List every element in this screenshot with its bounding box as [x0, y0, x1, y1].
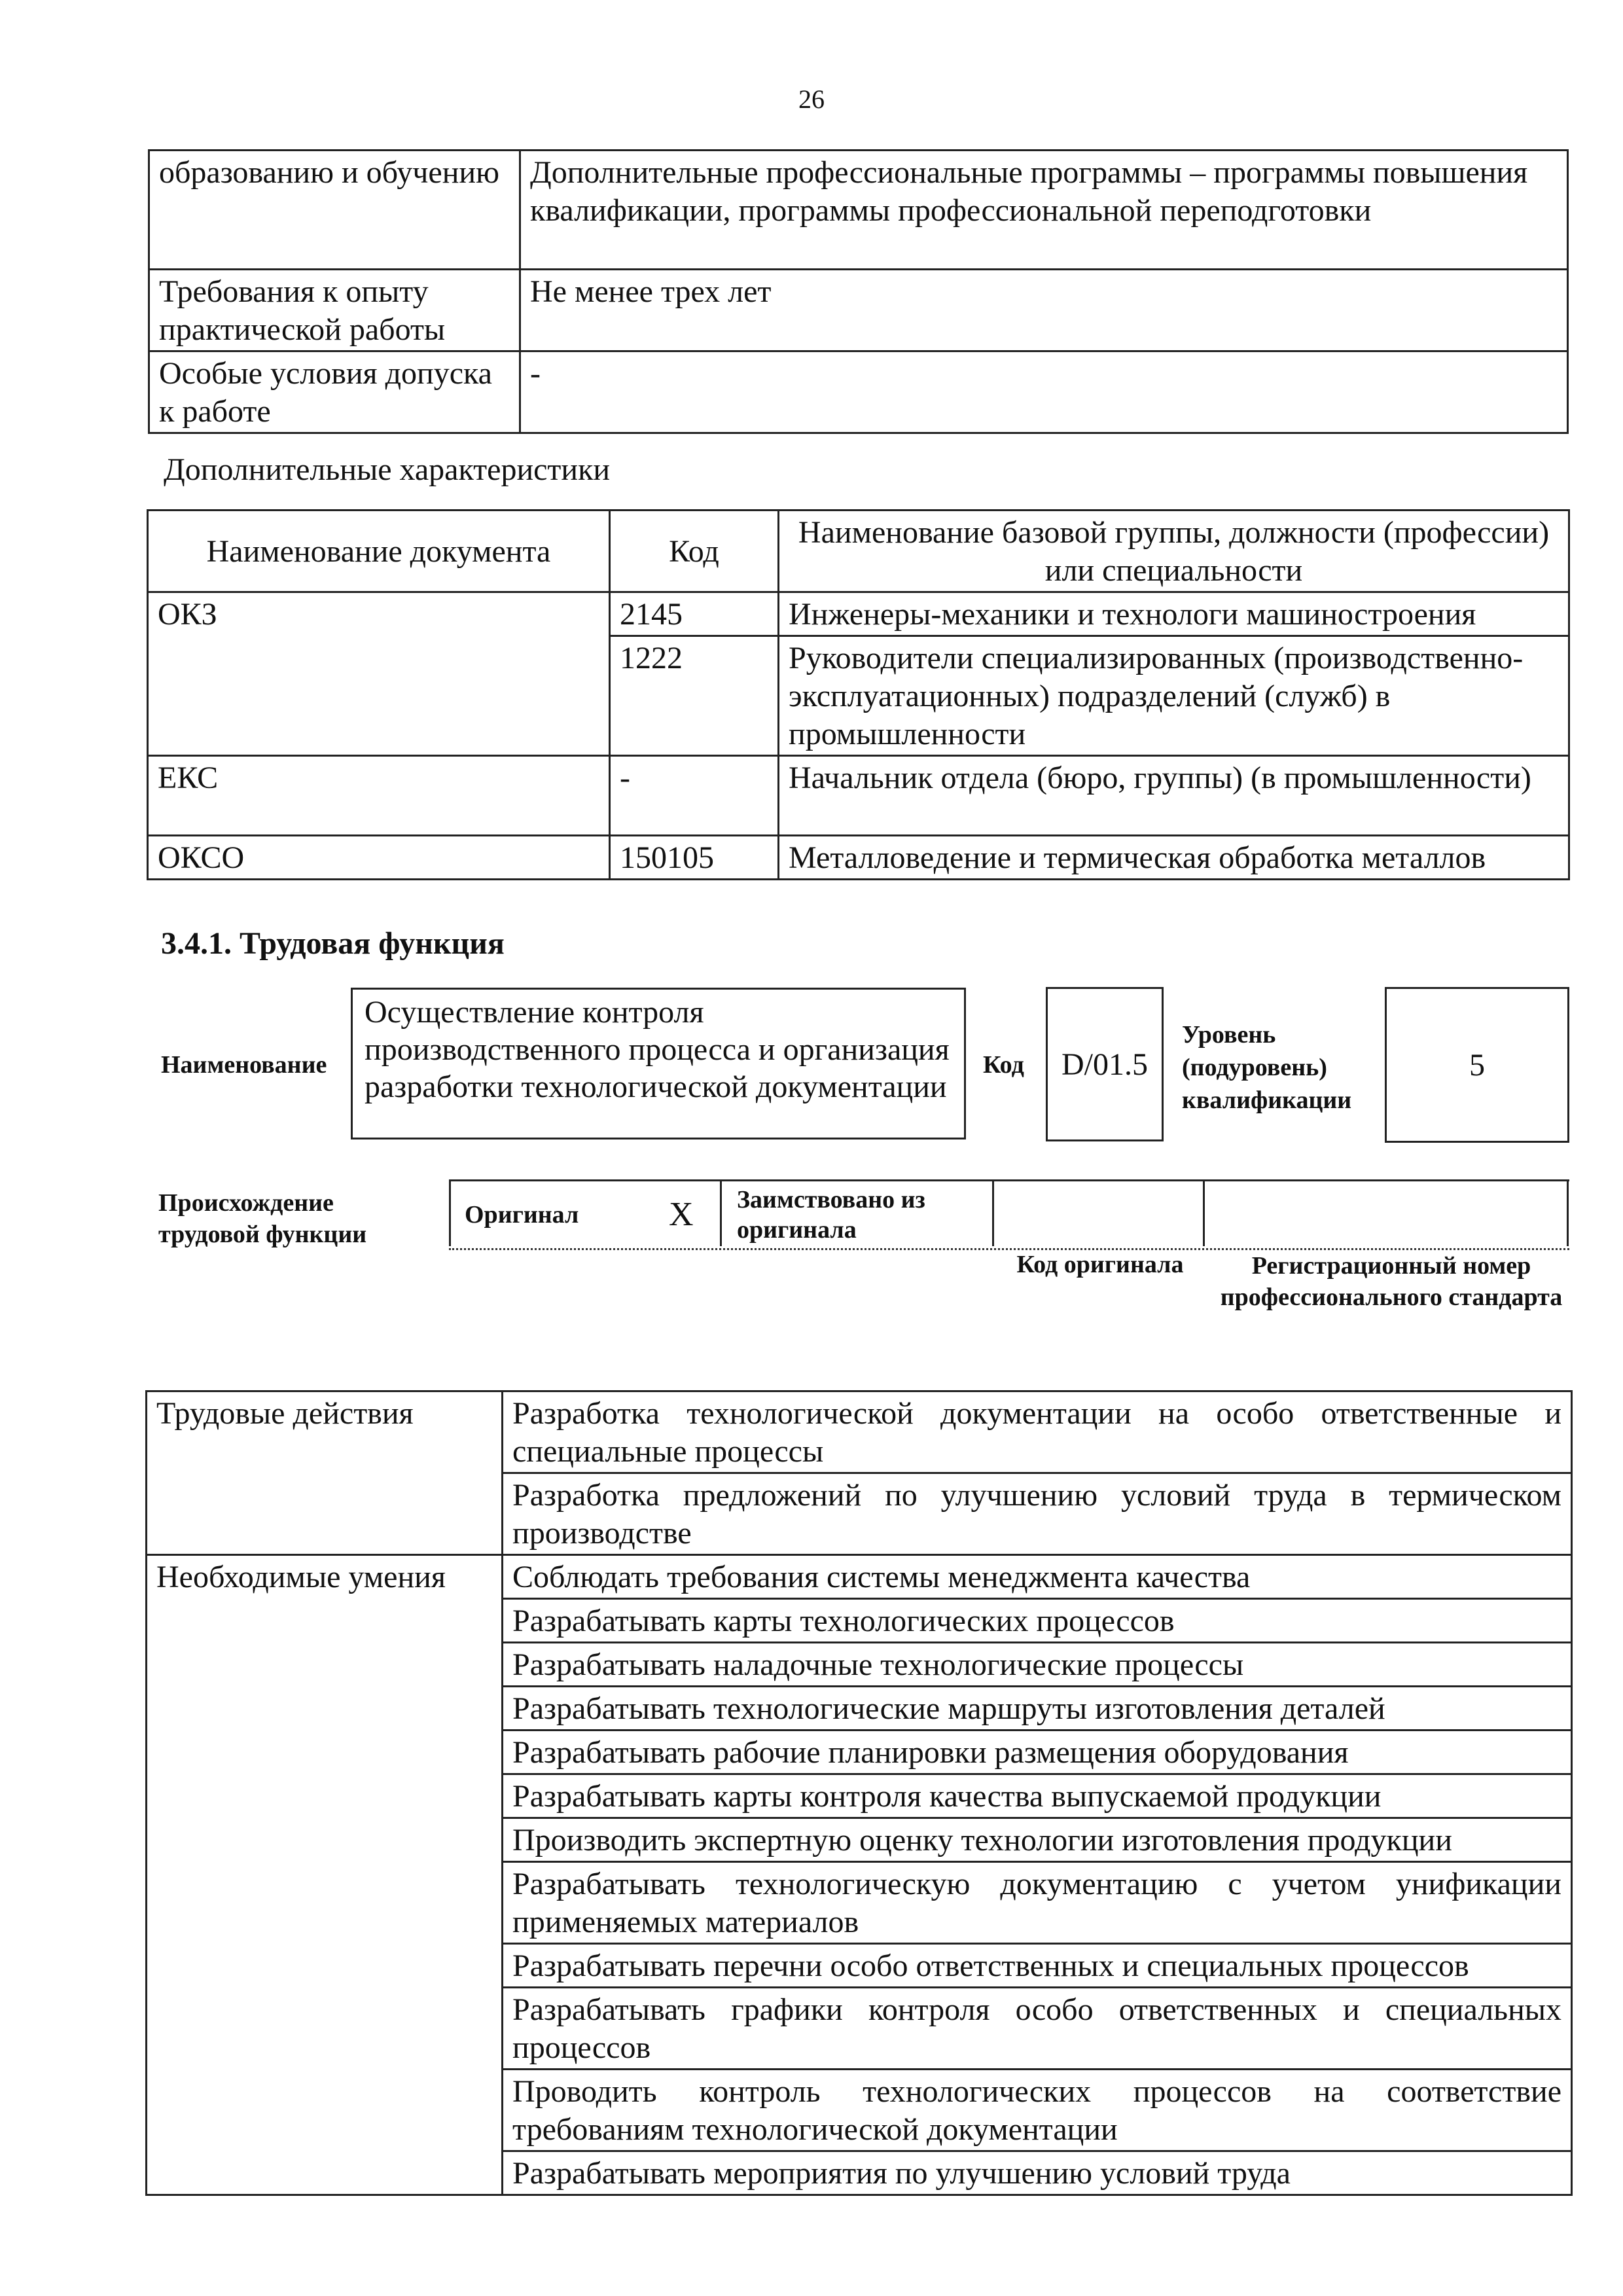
qualification-table: [148, 149, 1569, 434]
table-cell: ЕКС: [148, 756, 610, 836]
table-cell: Разработка предложений по улучшению условий труда в термическом производстве: [503, 1473, 1572, 1555]
table-cell: Разработка технологической документации на особо ответственные и специальные процессы: [503, 1391, 1572, 1473]
table-cell: образованию и обучению: [149, 151, 520, 270]
divider: [992, 1179, 994, 1246]
table-cell: Разрабатывать рабочие планировки размещения оборудования: [503, 1731, 1572, 1774]
table-row: [148, 592, 1569, 636]
column-header: Код: [610, 511, 779, 592]
table-cell: Не менее трех лет: [520, 270, 1568, 351]
table-cell: -: [610, 756, 779, 836]
actions-label: Трудовые действия: [147, 1391, 503, 1555]
origin-strip: [449, 1179, 1569, 1250]
section-title: 3.4.1. Трудовая функция: [161, 926, 505, 961]
table-cell: ОКСО: [148, 836, 610, 880]
table-cell: Разрабатывать технологическую документацию с учетом унификации применяемых материалов: [503, 1862, 1572, 1944]
table-cell: Требования к опыту практической работы: [149, 270, 520, 351]
table-cell: Разрабатывать технологические маршруты изготовления деталей: [503, 1687, 1572, 1731]
column-header: Наименование документа: [148, 511, 610, 592]
table-cell: Инженеры-механики и технологи машиностроения: [779, 592, 1569, 636]
function-name: Осуществление контроля производственного процесса и организация разработки технологической документации: [365, 995, 950, 1104]
table-row: [149, 270, 1568, 351]
level-label: Уровень (подуровень) квалификации: [1182, 1021, 1352, 1114]
table-cell: Разрабатывать карты технологических процессов: [503, 1599, 1572, 1643]
table-row: [149, 351, 1568, 433]
name-label: Наименование: [161, 1051, 327, 1079]
skills-label: Необходимые умения: [147, 1555, 503, 2195]
table-row: [147, 1555, 1572, 1599]
table-cell: 2145: [610, 592, 779, 636]
borrowed-label: Заимствовано из оригинала: [737, 1186, 925, 1244]
table-cell: 150105: [610, 836, 779, 880]
function-name-box: [351, 988, 966, 1139]
code-label: Код: [983, 1051, 1024, 1079]
table-cell: Дополнительные профессиональные программы – программы повышения квалификации, программы профессиональной переподготовки: [520, 151, 1568, 270]
table-cell: Металловедение и термическая обработка металлов: [779, 836, 1569, 880]
divider: [1567, 1179, 1569, 1246]
table-cell: 1222: [610, 636, 779, 756]
table-row: [148, 836, 1569, 880]
qualification-level: 5: [1469, 1047, 1485, 1083]
column-header: Наименование базовой группы, должности (профессии) или специальности: [779, 511, 1569, 592]
function-table: [145, 1390, 1573, 2196]
table-cell: -: [520, 351, 1568, 433]
table-cell: Разрабатывать наладочные технологические процессы: [503, 1643, 1572, 1687]
divider: [720, 1179, 722, 1246]
original-mark: X: [669, 1196, 694, 1233]
table-cell: Разрабатывать графики контроля особо ответственных и специальных процессов: [503, 1988, 1572, 2070]
table-header-row: [148, 511, 1569, 592]
table-cell: Соблюдать требования системы менеджмента качества: [503, 1555, 1572, 1599]
original-label: Оригинал: [465, 1201, 579, 1229]
table-cell: Особые условия допуска к работе: [149, 351, 520, 433]
table-cell: Начальник отдела (бюро, группы) (в промышленности): [779, 756, 1569, 836]
table-cell: Производить экспертную оценку технологии изготовления продукции: [503, 1818, 1572, 1862]
code-original-caption: Код оригинала: [1016, 1251, 1184, 1278]
function-code-box: [1046, 987, 1164, 1141]
table-cell: ОКЗ: [148, 592, 610, 756]
reg-number-caption: Регистрационный номер профессионального стандарта: [1220, 1252, 1563, 1311]
function-code: D/01.5: [1061, 1047, 1148, 1082]
table-row: [149, 151, 1568, 270]
table-cell: Разрабатывать перечни особо ответственных и специальных процессов: [503, 1944, 1572, 1988]
additional-heading: Дополнительные характеристики: [164, 452, 611, 487]
table-row: [148, 756, 1569, 836]
table-cell: Разрабатывать карты контроля качества выпускаемой продукции: [503, 1774, 1572, 1818]
origin-label: Происхождение трудовой функции: [158, 1189, 367, 1248]
page-number: 26: [798, 84, 825, 114]
level-box: [1385, 987, 1569, 1143]
table-cell: Разрабатывать мероприятия по улучшению условий труда: [503, 2151, 1572, 2195]
divider: [449, 1179, 451, 1246]
table-cell: Проводить контроль технологических процессов на соответствие требованиям технологической документации: [503, 2070, 1572, 2151]
additional-table: [147, 509, 1570, 880]
divider: [1203, 1179, 1205, 1246]
table-cell: Руководители специализированных (производственно-эксплуатационных) подразделений (служб) в промышленности: [779, 636, 1569, 756]
table-row: [147, 1391, 1572, 1473]
